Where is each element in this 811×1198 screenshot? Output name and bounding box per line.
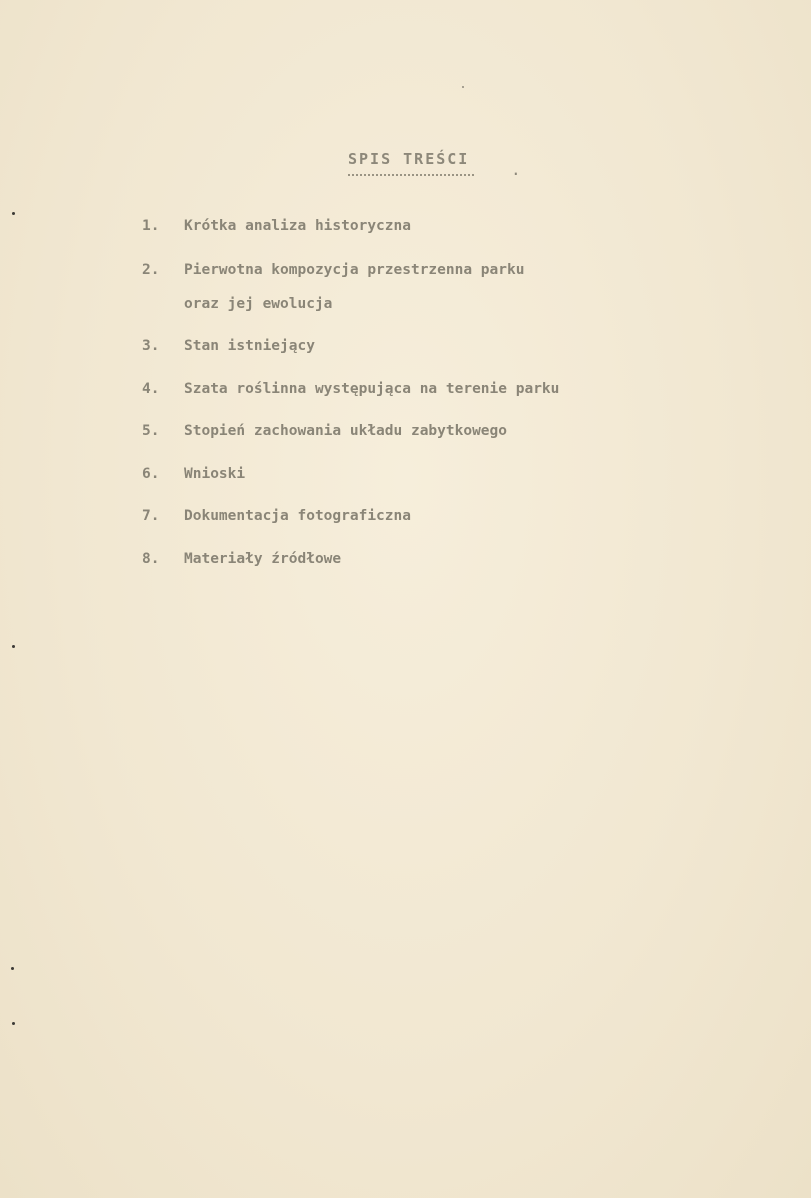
page-title: SPIS TREŚCI (348, 150, 470, 168)
toc-entry-text: Szata roślinna występująca na terenie parku (184, 381, 560, 397)
toc-entry-text: Wnioski (184, 466, 246, 482)
toc-entry-number: 5. (142, 423, 160, 439)
margin-speck (11, 967, 14, 970)
toc-entry-text: Dokumentacja fotograficzna (184, 508, 411, 524)
toc-entry-number: 2. (142, 262, 160, 278)
toc-entry-text: Krótka analiza historyczna (184, 218, 411, 234)
toc-entry-text: Materiały źródłowe (184, 551, 342, 567)
title-trailing-dot: . (511, 160, 521, 179)
toc-entry-text: Stopień zachowania układu zabytkowego (184, 423, 508, 439)
toc-entry-number: 7. (142, 508, 160, 524)
toc-entry-number: 3. (142, 338, 160, 354)
toc-entry-text: Pierwotna kompozycja przestrzenna parku (184, 262, 525, 278)
margin-speck (12, 212, 15, 215)
toc-entry-text-continued: oraz jej ewolucja (184, 296, 333, 312)
toc-entry-number: 1. (142, 218, 160, 234)
page-speck (462, 86, 464, 88)
toc-entry-text: Stan istniejący (184, 338, 315, 354)
toc-entry-number: 4. (142, 381, 160, 397)
toc-entry-number: 6. (142, 466, 160, 482)
margin-speck (12, 645, 15, 648)
toc-entry-number: 8. (142, 551, 160, 567)
margin-speck (12, 1022, 15, 1025)
